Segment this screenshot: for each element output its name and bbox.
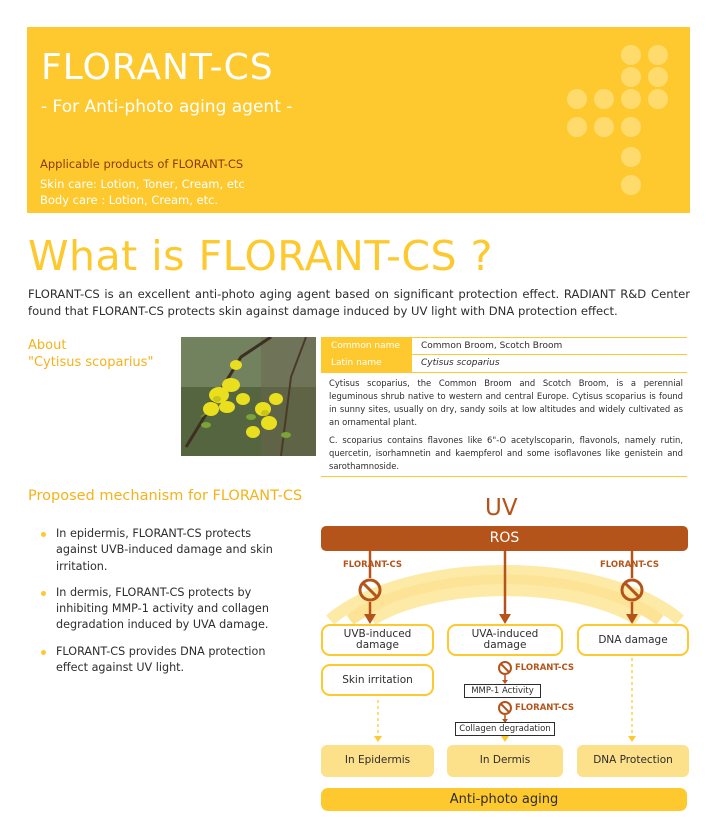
skin-irritation-box: Skin irritation	[321, 664, 434, 696]
anti-photo-aging-bar: Anti-photo aging	[321, 788, 687, 811]
common-name-value: Common Broom, Scotch Broom	[421, 341, 563, 351]
bullet-text: In epidermis, FLORANT-CS protects against UVB-induced damage and skin irritation.	[56, 527, 273, 573]
dna-damage-box: DNA damage	[577, 624, 689, 656]
mechanism-heading: Proposed mechanism for FLORANT-CS	[28, 488, 303, 504]
what-is-heading: What is FLORANT-CS ?	[28, 232, 493, 280]
bullet-text: FLORANT-CS provides DNA protection effect against UV light.	[56, 644, 266, 675]
about-label-line1: About	[28, 338, 67, 353]
latin-name-key: Latin name	[321, 355, 412, 372]
dna-protection-box: DNA Protection	[577, 745, 689, 777]
uvb-damage-box: UVB-induced damage	[321, 624, 434, 656]
florant-tag-left: FLORANT-CS	[343, 560, 402, 570]
uva-damage-box: UVA-induced damage	[447, 624, 563, 656]
latin-name-value: Cytisus scoparius	[421, 358, 500, 368]
common-name-key: Common name	[321, 338, 412, 354]
about-label-line2: "Cytisus scoparius"	[28, 355, 154, 370]
ros-bar: ROS	[321, 526, 688, 551]
uv-label: UV	[485, 495, 518, 521]
intro-paragraph: FLORANT-CS is an excellent anti-photo aging agent based on significant protection effect. RADIANT R&D Center found that FLORANT-CS protects skin against damage induced by UV light with DNA protection effect.	[28, 287, 690, 318]
product-subtitle: - For Anti-photo aging agent -	[41, 97, 293, 117]
florant-tag-right: FLORANT-CS	[600, 560, 659, 570]
collagen-degradation-box: Collagen degradation	[455, 722, 555, 736]
body-care-line: Body care : Lotion, Cream, etc.	[40, 193, 219, 207]
in-epidermis-box: In Epidermis	[321, 745, 434, 777]
florant-tag-mmp: FLORANT-CS	[515, 663, 574, 673]
plant-description-2: C. scoparius contains flavones like 6"-O acetylscoparin, flavonols, namely rutin, quercetin, isorhamnetin and kaempferol and some isoflavones like genistein and sarothamnoside.	[329, 435, 683, 471]
mmp1-activity-box: MMP-1 Activity	[464, 684, 541, 698]
skin-care-line: Skin care: Lotion, Toner, Cream, etc	[40, 177, 245, 191]
florant-tag-collagen: FLORANT-CS	[515, 703, 574, 713]
applicable-products-heading: Applicable products of FLORANT-CS	[40, 157, 244, 171]
product-title: FLORANT-CS	[41, 47, 274, 88]
dotted-arrowheads	[374, 736, 636, 742]
arrowheads	[364, 614, 638, 624]
in-dermis-box: In Dermis	[447, 745, 563, 777]
bullet-text: In dermis, FLORANT-CS protects by inhibiting MMP-1 activity and collagen degradation induced by UVA damage.	[56, 585, 269, 632]
plant-description-1: Cytisus scoparius, the Common Broom and Scotch Broom, is a perennial leguminous shrub native to western and central Europe. Cytisus scoparius is found in sunny sites, usually on dry, sandy soils at low altitudes and widely cultivated as an ornamental plant.	[329, 378, 683, 427]
